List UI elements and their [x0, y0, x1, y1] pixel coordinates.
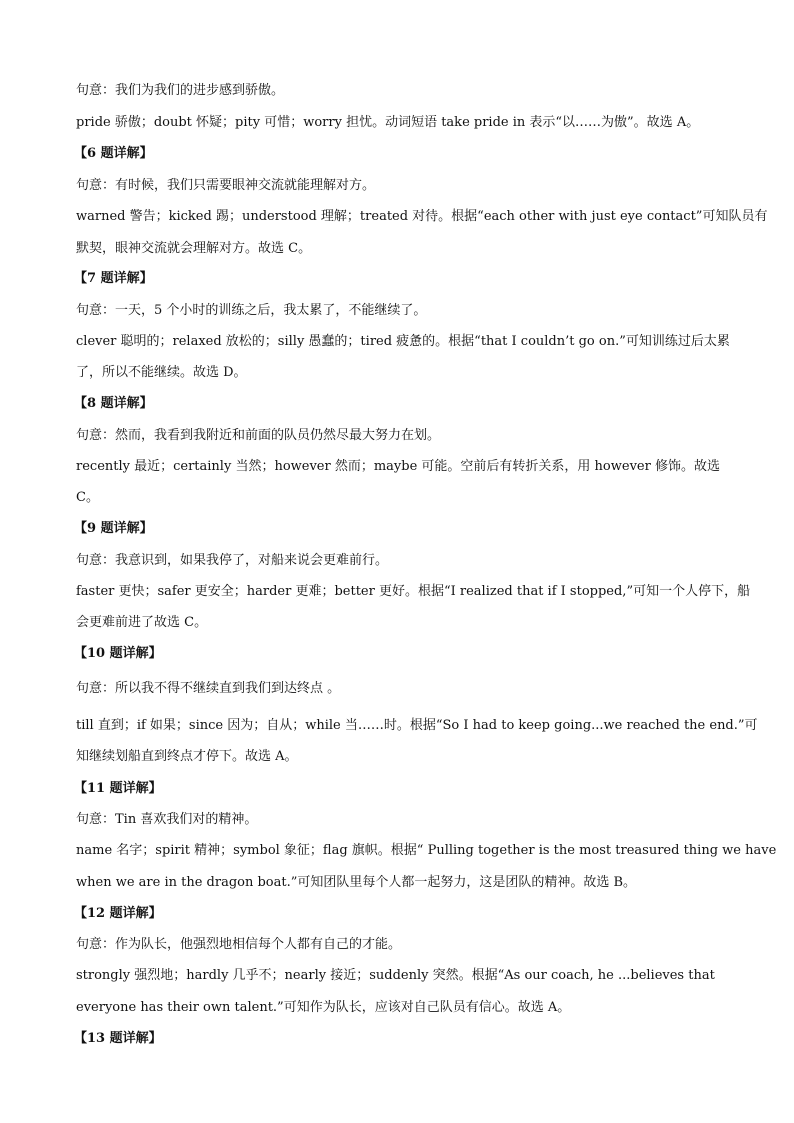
explanation-6-line-1: warned 警告；kicked 踢；understood 理解；treated 对待。根据“each other with just eye contact”可知队员有 — [76, 209, 768, 224]
question-heading-8: 【8 题详解】 — [74, 396, 153, 411]
explanation-11-line-1: name 名字；spirit 精神；symbol 象征；flag 旗帜。根据“ Pulling together is the most treasured thing we have — [76, 843, 777, 858]
question-heading-11: 【11 题详解】 — [74, 781, 162, 796]
explanation-6-line-2: 默契，眼神交流就会理解对方。故选 C。 — [76, 241, 312, 256]
explanation-9-line-1: faster 更快；safer 更安全；harder 更难；better 更好。根据“I realized that if I stopped,”可知一个人停下，船 — [76, 584, 751, 599]
explanation-7-line-1: clever 聪明的；relaxed 放松的；silly 愚蠢的；tired 疲惫的。根据“that I couldn’t go on.”可知训练过后太累 — [76, 334, 730, 349]
explanation-12-line-1: strongly 强烈地；hardly 几乎不；nearly 接近；suddenly 突然。根据“As our coach, he ...believes that — [76, 968, 715, 983]
question-heading-13: 【13 题详解】 — [74, 1031, 162, 1046]
question-heading-7: 【7 题详解】 — [74, 271, 153, 286]
explanation-8-line-2: C。 — [76, 490, 99, 505]
question-heading-9: 【9 题详解】 — [74, 521, 153, 536]
explanation-9-line-2: 会更难前进了故选 C。 — [76, 615, 208, 630]
explanation-11-line-2: when we are in the dragon boat.”可知团队里每个人都一起努力，这是团队的精神。故选 B。 — [76, 875, 637, 890]
question-heading-6: 【6 题详解】 — [74, 146, 153, 161]
explanation-8-line-1: recently 最近；certainly 当然；however 然而；maybe 可能。空前后有转折关系，用 however 修饰。故选 — [76, 459, 720, 474]
sentence-meaning-8: 句意：然而，我看到我附近和前面的队员仍然尽最大努力在划。 — [76, 428, 441, 443]
explanation-10-line-2: 知继续划船直到终点才停下。故选 A。 — [76, 749, 298, 764]
sentence-meaning-11: 句意：Tin 喜欢我们对的精神。 — [76, 812, 258, 827]
sentence-meaning-5: 句意：我们为我们的进步感到骄傲。 — [76, 83, 285, 98]
sentence-meaning-12: 句意：作为队长，他强烈地相信每个人都有自己的才能。 — [76, 937, 402, 952]
sentence-meaning-10: 句意：所以我不得不继续直到我们到达终点 。 — [76, 681, 341, 696]
explanation-12-line-2: everyone has their own talent.”可知作为队长，应该对自己队员有信心。故选 A。 — [76, 1000, 571, 1015]
sentence-meaning-7: 句意：一天，5 个小时的训练之后，我太累了，不能继续了。 — [76, 303, 427, 318]
question-heading-10: 【10 题详解】 — [74, 646, 162, 661]
explanation-5: pride 骄傲；doubt 怀疑；pity 可惜；worry 担忧。动词短语 take pride in 表示“以……为傲”。故选 A。 — [76, 115, 700, 130]
question-heading-12: 【12 题详解】 — [74, 906, 162, 921]
explanation-7-line-2: 了，所以不能继续。故选 D。 — [76, 365, 247, 380]
sentence-meaning-9: 句意：我意识到，如果我停了，对船来说会更难前行。 — [76, 553, 389, 568]
sentence-meaning-6: 句意：有时候，我们只需要眼神交流就能理解对方。 — [76, 178, 376, 193]
explanation-10-line-1: till 直到；if 如果；since 因为；自从；while 当……时。根据“So I had to keep going...we reached the end.”可 — [76, 718, 758, 733]
